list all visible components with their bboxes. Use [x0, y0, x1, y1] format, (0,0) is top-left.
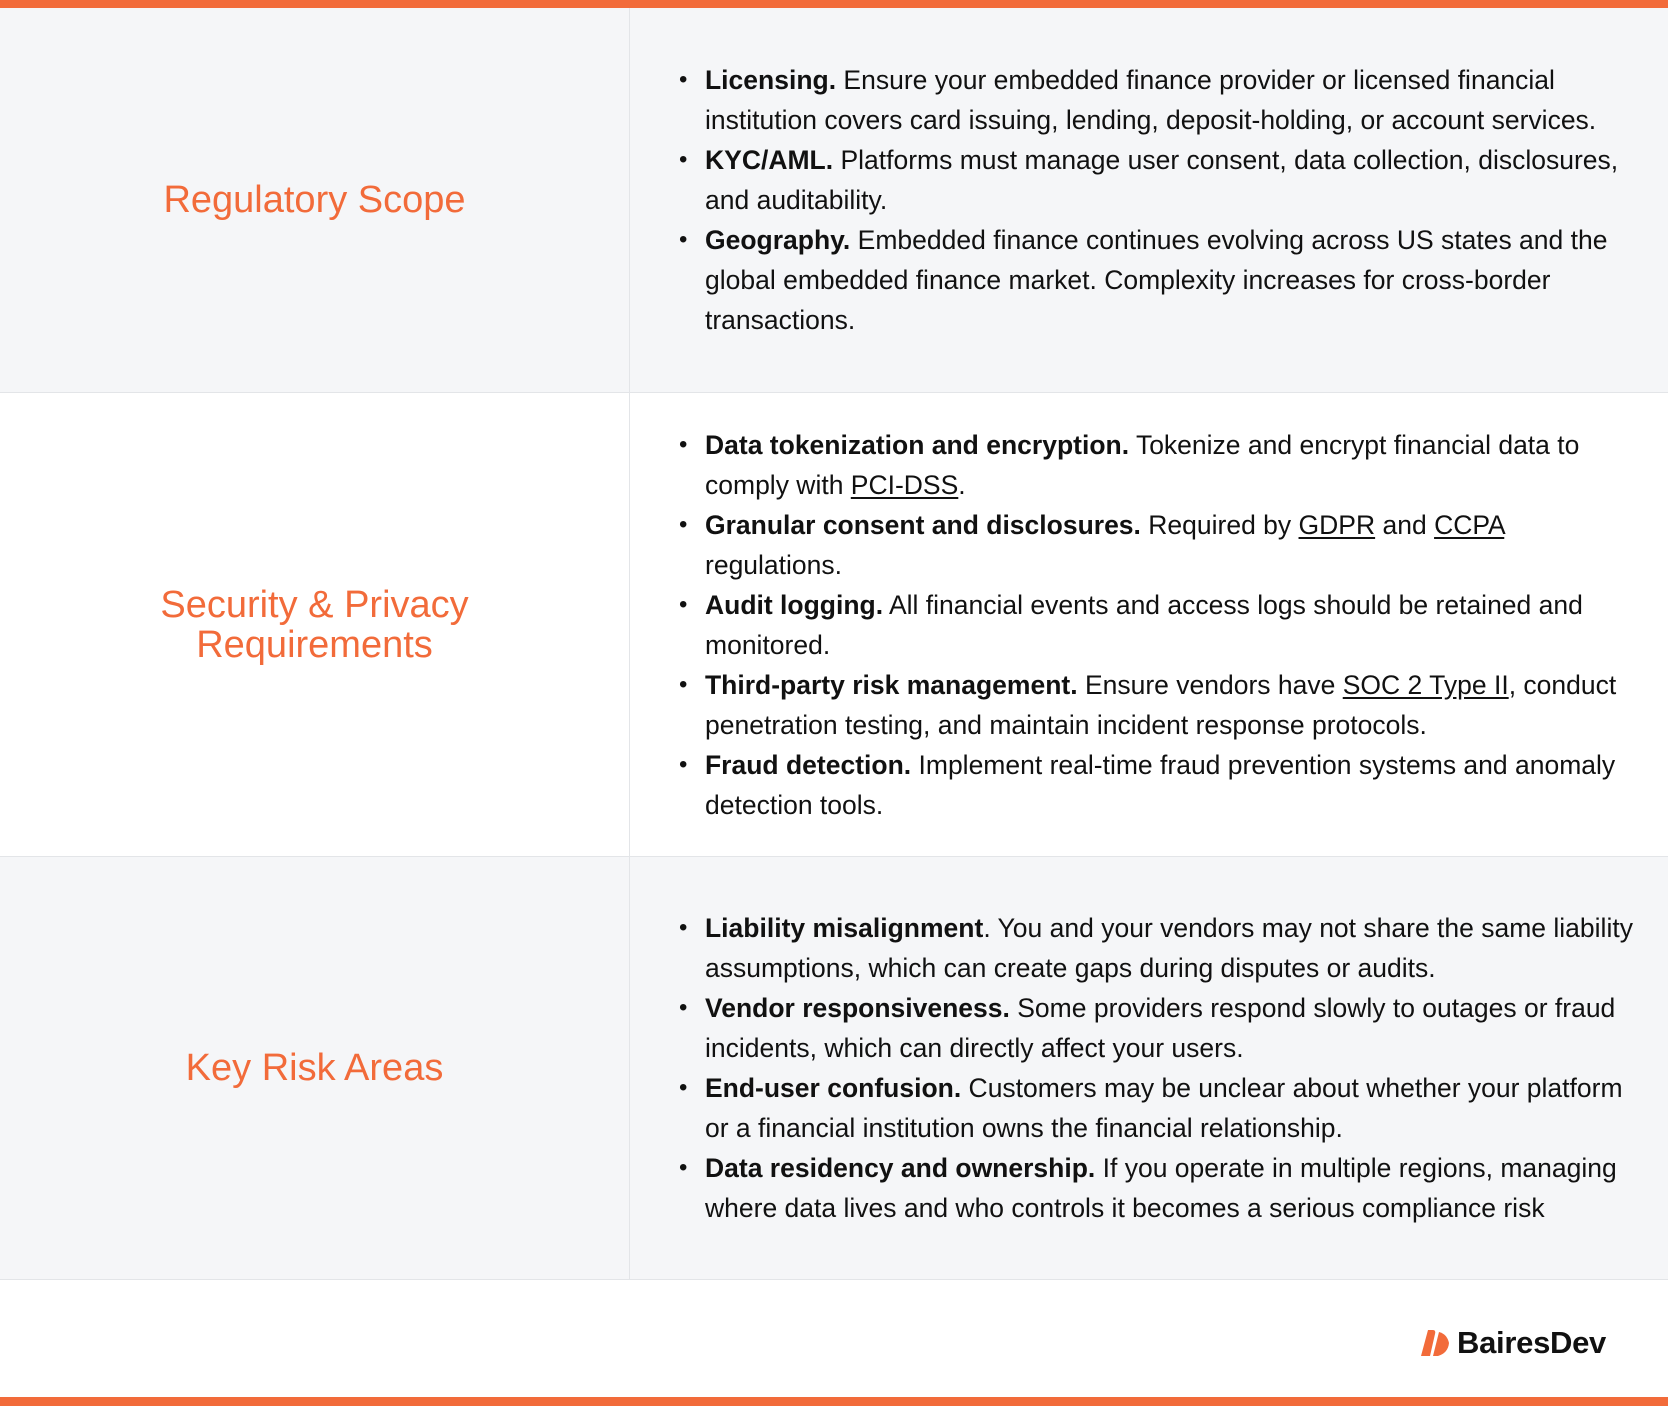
item-term: Audit logging.	[705, 589, 884, 620]
item-term: KYC/AML.	[705, 145, 834, 175]
top-accent-bar	[0, 0, 1668, 8]
item-text: Customers may be unclear about whether your platform or a financial institution owns the financial relationship.	[705, 1073, 1623, 1143]
row-content-cell	[630, 393, 1668, 856]
bairesdev-logo	[1419, 1325, 1606, 1361]
list-item	[679, 745, 1644, 825]
list-item	[679, 220, 1644, 340]
row-content-cell	[630, 857, 1668, 1279]
item-text: .	[958, 469, 966, 500]
row-label-cell	[0, 393, 630, 856]
item-text: Implement real-time fraud prevention systems and anomaly detection tools.	[705, 749, 1616, 820]
list-item	[679, 1068, 1644, 1148]
item-text: If you operate in multiple regions, managing where data lives and who controls it becomes a serious compliance risk	[705, 1153, 1617, 1223]
item-text: regulations.	[705, 549, 843, 580]
list-item	[679, 585, 1644, 665]
item-text: Platforms must manage user consent, data collection, disclosures, and auditability.	[705, 145, 1619, 215]
list-item	[679, 505, 1644, 585]
item-text: Required by	[1140, 509, 1299, 540]
brand-name: BairesDev	[1457, 1325, 1606, 1360]
list-item	[679, 1148, 1644, 1228]
gdpr-link[interactable]: GDPR	[1298, 509, 1376, 540]
list-item	[679, 425, 1644, 505]
item-text: and	[1375, 509, 1435, 540]
item-text: Ensure your embedded finance provider or licensed financial institution covers card issuing, lending, deposit-holding, or account services.	[705, 65, 1597, 135]
table-row-security-privacy	[0, 393, 1668, 857]
table-row-key-risk-areas	[0, 857, 1668, 1280]
list-item	[679, 908, 1644, 988]
list-item	[679, 665, 1644, 745]
item-text: Embedded finance continues evolving across US states and the global embedded finance market. Complexity increases for cross-border transactions.	[705, 225, 1608, 335]
row-label-cell	[0, 857, 630, 1279]
item-term: Vendor responsiveness.	[705, 993, 1010, 1023]
soc2-link[interactable]: SOC 2 Type II	[1342, 669, 1509, 700]
item-term: Geography.	[705, 225, 851, 255]
item-term: Licensing.	[705, 65, 837, 95]
item-term: Third-party risk management.	[705, 669, 1078, 700]
ccpa-link[interactable]: CCPA	[1434, 509, 1505, 540]
item-text: Ensure vendors have	[1077, 669, 1343, 700]
item-text: , conduct penetration testing, and maintain incident response protocols.	[705, 669, 1617, 740]
item-term: End-user confusion.	[705, 1073, 962, 1103]
item-text: . You and your vendors may not share the same liability assumptions, which can create gaps during disputes or audits.	[705, 913, 1633, 983]
item-text: Some providers respond slowly to outages or fraud incidents, which can directly affect your users.	[705, 993, 1616, 1063]
list-item	[679, 140, 1644, 220]
bullet-list	[679, 60, 1644, 340]
bullet-list	[679, 425, 1644, 825]
item-term: Granular consent and disclosures.	[705, 509, 1141, 540]
list-item	[679, 988, 1644, 1068]
row-label: Security & Privacy Requirements	[160, 583, 469, 666]
bullet-list	[679, 908, 1644, 1228]
list-item	[679, 60, 1644, 140]
item-term: Data tokenization and encryption.	[705, 429, 1130, 460]
item-term: Fraud detection.	[705, 749, 912, 780]
pci-dss-link[interactable]: PCI-DSS	[850, 469, 959, 500]
item-text: Tokenize and encrypt financial data to comply with	[705, 429, 1580, 500]
item-text: All financial events and access logs should be retained and monitored.	[705, 589, 1583, 660]
row-label-cell	[0, 8, 630, 392]
item-term: Data residency and ownership.	[705, 1153, 1096, 1183]
table-row-regulatory-scope	[0, 8, 1668, 393]
comparison-table	[0, 8, 1668, 1280]
row-content-cell	[630, 8, 1668, 392]
row-label: Regulatory Scope	[163, 179, 466, 221]
row-label: Key Risk Areas	[185, 1047, 444, 1089]
bottom-accent-bar	[0, 1397, 1668, 1406]
item-term: Liability misalignment	[705, 913, 984, 943]
bairesdev-logo-icon	[1419, 1328, 1451, 1358]
